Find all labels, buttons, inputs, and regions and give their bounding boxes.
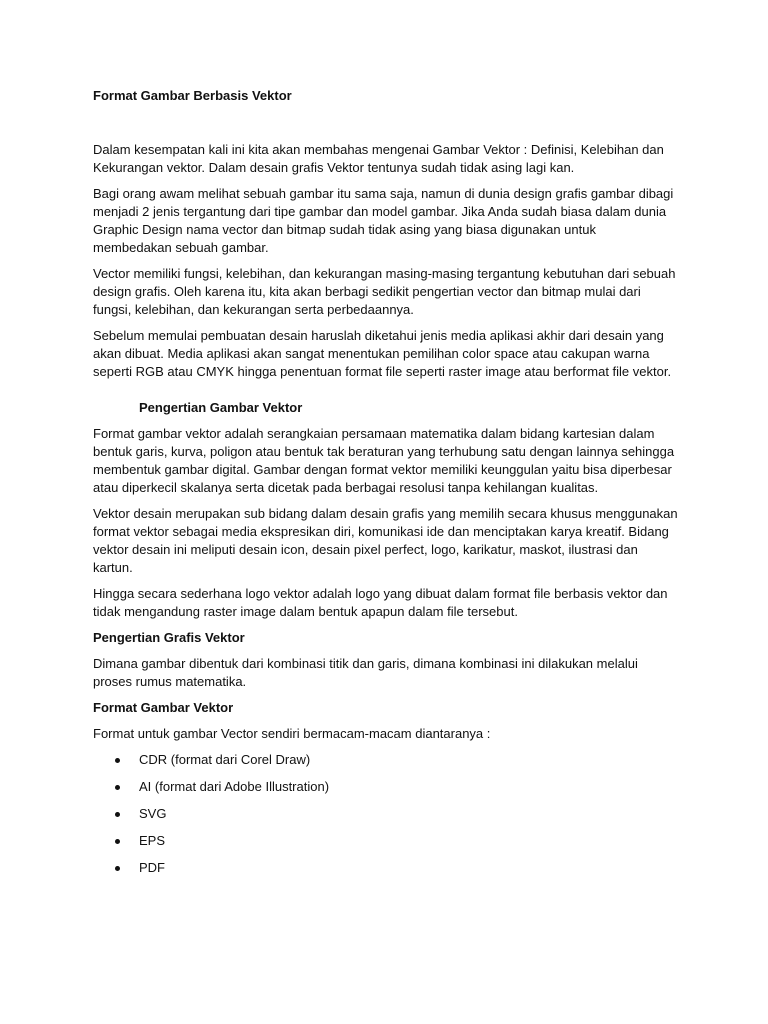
list-item (93, 778, 678, 796)
section-heading-format-gambar-vektor: Format Gambar Vektor (93, 700, 234, 715)
list-item (93, 805, 678, 823)
list-item (93, 859, 678, 877)
list-item (93, 832, 678, 850)
bullet-icon (115, 785, 120, 790)
intro-paragraph-1: Dalam kesempatan kali ini kita akan membahas mengenai Gambar Vektor : Definisi, Kelebihan dan Kekurangan vektor. Dalam desain grafis Vektor tentunya sudah tidak asing lagi kan. (93, 142, 664, 175)
list-item-text: PDF (139, 860, 165, 875)
list-item (93, 751, 678, 769)
document-title: Format Gambar Berbasis Vektor (93, 88, 292, 103)
bullet-icon (115, 866, 120, 871)
intro-paragraph-4: Sebelum memulai pembuatan desain haruslah diketahui jenis media aplikasi akhir dari desain yang akan dibuat. Media aplikasi akan sangat menentukan pemilihan color space atau cakupan warna seperti RGB atau CMYK hingga penentuan format file seperti raster image atau berformat file vektor. (93, 328, 672, 379)
bullet-icon (115, 812, 120, 817)
section-heading-pengertian-gambar-vektor: Pengertian Gambar Vektor (139, 400, 303, 415)
bullet-icon (115, 839, 120, 844)
list-item-text: CDR (format dari Corel Draw) (139, 752, 311, 767)
list-item-text: SVG (139, 806, 167, 821)
section1-paragraph-3: Hingga secara sederhana logo vektor adalah logo yang dibuat dalam format file berbasis vektor dan tidak mengandung raster image dalam bentuk apapun dalam file tersebut. (93, 586, 668, 619)
bullet-icon (115, 758, 120, 763)
section-heading-pengertian-grafis-vektor: Pengertian Grafis Vektor (93, 630, 245, 645)
list-item-text: EPS (139, 833, 166, 848)
list-item-text: AI (format dari Adobe Illustration) (139, 779, 330, 794)
format-list (93, 751, 678, 877)
section1-paragraph-1: Format gambar vektor adalah serangkaian persamaan matematika dalam bidang kartesian dalam bentuk garis, kurva, poligon atau bentuk tak beraturan yang terhubung satu dengan lainnya sehingga membentuk gambar digital. Gambar dengan format vektor memiliki keunggulan yaitu bisa diperbesar atau diperkecil skalanya serta dicetak pada berbagai resolusi tanpa kehilangan kualitas. (93, 426, 675, 495)
section2-paragraph: Dimana gambar dibentuk dari kombinasi titik dan garis, dimana kombinasi ini dilakukan melalui proses rumus matematika. (93, 656, 638, 689)
section1-paragraph-2: Vektor desain merupakan sub bidang dalam desain grafis yang memilih secara khusus menggunakan format vektor sebagai media ekspresikan diri, komunikasi ide dan menciptakan karya kreatif. Bidang vektor desain ini meliputi desain icon, desain pixel perfect, logo, karikatur, maskot, ilustrasi dan kartun. (93, 506, 678, 575)
intro-paragraph-2: Bagi orang awam melihat sebuah gambar itu sama saja, namun di dunia design grafis gambar dibagi menjadi 2 jenis tergantung dari tipe gambar dan model gambar. Jika Anda sudah biasa dalam dunia Graphic Design nama vector dan bitmap sudah tidak asing yang biasa digunakan untuk membedakan sebuah gambar. (93, 186, 674, 255)
section3-paragraph: Format untuk gambar Vector sendiri bermacam-macam diantaranya : (93, 726, 491, 741)
intro-paragraph-3: Vector memiliki fungsi, kelebihan, dan kekurangan masing-masing tergantung kebutuhan dari sebuah design grafis. Oleh karena itu, kita akan berbagi sedikit pengertian vector dan bitmap mulai dari fungsi, kelebihan, dan kekurangan serta perbedaannya. (93, 266, 676, 317)
